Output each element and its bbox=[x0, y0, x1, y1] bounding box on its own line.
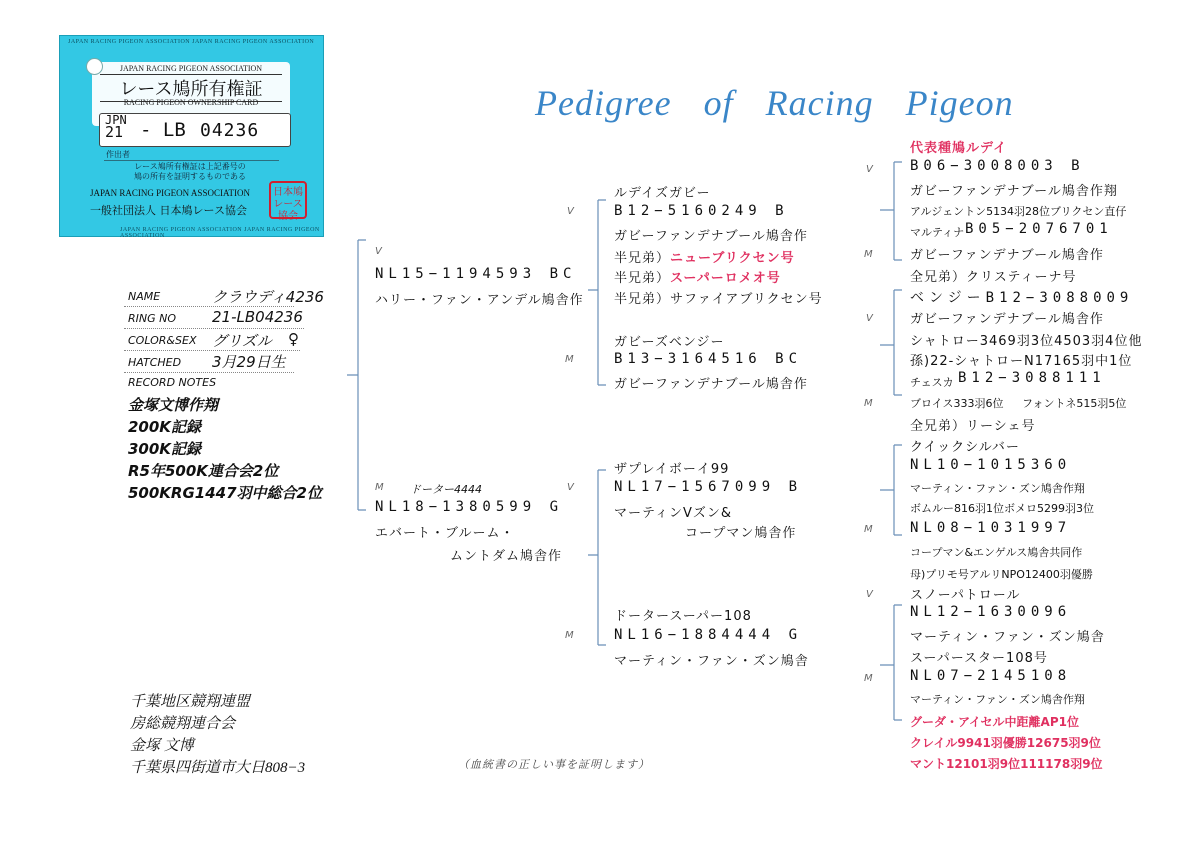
card-cert-line1: レース鳩所有権証は上記番号の bbox=[134, 162, 246, 171]
dds-note: スーパースター108号 bbox=[910, 651, 1048, 666]
card-assoc-bottom: JAPAN RACING PIGEON ASSOCIATION bbox=[90, 188, 250, 198]
dsd-note: 母)プリモ号アルリNPO12400羽優勝 bbox=[910, 568, 1093, 581]
hatched-label: HATCHED bbox=[128, 356, 182, 369]
card-edge-text-bottom: JAPAN RACING PIGEON ASSOCIATION JAPAN RACING PIGEON ASSOCIATION bbox=[120, 227, 320, 239]
footer-org-2: 房総競翔連合会 bbox=[130, 716, 236, 732]
record-line: 500KRG1447羽中総合2位 bbox=[128, 484, 322, 502]
color-label: COLOR&SEX bbox=[128, 334, 197, 347]
ds-breeder-1: マーティンVズン& bbox=[614, 506, 732, 521]
card-year: 21 bbox=[105, 123, 124, 141]
dd-name: ドータースーパー108 bbox=[614, 609, 752, 624]
footer-certify: （血統書の正しい事を証明します） bbox=[458, 758, 650, 771]
ddd-breeder: マーティン・ファン・ズン鳩舎作翔 bbox=[910, 693, 1085, 706]
card-ring-box bbox=[99, 113, 291, 147]
ring-value: 21-LB04236 bbox=[212, 308, 303, 326]
footer-address: 千葉県四街道市大日808−3 bbox=[130, 760, 306, 776]
dss-breeder: マーティン・ファン・ズン鳩舎作翔 bbox=[910, 482, 1085, 495]
ds-breeder-2: コープマン鳩舎作 bbox=[685, 526, 797, 541]
dsd-ring: NL08−1031997 bbox=[910, 520, 1072, 536]
card-jpn bbox=[105, 113, 127, 141]
color-value: グリズル bbox=[212, 332, 272, 350]
gen3-header: 代表種鳩ルデイ bbox=[910, 141, 1008, 156]
hatched-underline bbox=[124, 372, 294, 373]
ss-name: ルデイズガビー bbox=[614, 186, 711, 201]
record-label: RECORD NOTES bbox=[128, 376, 217, 389]
ssd-ring: B05−2076701 bbox=[965, 221, 1113, 237]
name-underline bbox=[124, 306, 294, 307]
ds-tag: V bbox=[567, 482, 574, 493]
sds-note-1: シャトロー3469羽3位4503羽4位他 bbox=[910, 334, 1143, 349]
dd-breeder: マーティン・ファン・ズン鳩舎 bbox=[614, 654, 809, 669]
dd-ring: NL16−1884444 G bbox=[614, 627, 803, 643]
card-corp-name: 一般社団法人 日本鳩レース協会 bbox=[90, 204, 247, 217]
dam-note: ドーター4444 bbox=[410, 483, 482, 496]
card-maker-label: 作出者 bbox=[106, 150, 130, 159]
ddd-red-2: クレイル9941羽優勝12675羽9位 bbox=[910, 736, 1101, 750]
sdd-sibling: 全兄弟）リーシェ号 bbox=[910, 419, 1036, 434]
sdd-note-1: ブロイス333羽6位 bbox=[910, 397, 1004, 410]
name-label: NAME bbox=[128, 290, 161, 303]
sss-breeder: ガビーファンデナブール鳩舎作翔 bbox=[910, 184, 1118, 199]
dsd-breeder: コープマン&エンゲルス鳩舎共同作 bbox=[910, 546, 1083, 559]
dsd-tag: M bbox=[864, 524, 873, 535]
ring-underline bbox=[124, 328, 304, 329]
footer-owner: 金塚 文博 bbox=[130, 738, 194, 754]
ss-breeder: ガビーファンデナブール鳩舎作 bbox=[614, 229, 808, 244]
sss-note: アルジェントン5134羽28位ブリクセン直仔 bbox=[910, 205, 1127, 218]
card-title-en: RACING PIGEON OWNERSHIP CARD bbox=[123, 98, 259, 107]
ddd-red-3: マント12101羽9位111178羽9位 bbox=[910, 757, 1103, 771]
page-title bbox=[535, 82, 1014, 124]
dds-ring: NL12−1630096 bbox=[910, 604, 1072, 620]
sib-label: 半兄弟） bbox=[614, 292, 671, 307]
ds-ring: NL17−1567099 B bbox=[614, 479, 803, 495]
sdd-name: チェスカ bbox=[910, 376, 954, 389]
hatched-value: 3月29日生 bbox=[212, 353, 286, 371]
sds-tag: V bbox=[866, 313, 873, 324]
sds-ring: ベンジーB12−3088009 bbox=[910, 290, 1134, 306]
ss-ring: B12−5160249 B bbox=[614, 203, 789, 219]
title-word-4: Pigeon bbox=[905, 83, 1014, 123]
sib-name: サファイアブリクセン号 bbox=[670, 292, 823, 307]
sds-note-2: 孫)22-シャトローN17165羽中1位 bbox=[910, 354, 1133, 369]
sdd-tag: M bbox=[864, 398, 873, 409]
sex-value: ♀ bbox=[288, 330, 299, 348]
record-line: 200K記録 bbox=[128, 418, 201, 436]
title-word-2: of bbox=[703, 83, 734, 123]
sss-tag: V bbox=[866, 164, 873, 175]
dam-breeder-1: エバート・ブルーム・ bbox=[375, 526, 515, 541]
sire-breeder: ハリー・ファン・アンデル鳩舎作 bbox=[375, 293, 584, 308]
dam-tag: M bbox=[375, 482, 384, 493]
card-edge-text: JAPAN RACING PIGEON ASSOCIATION JAPAN RACING PIGEON ASSOCIATION bbox=[68, 39, 315, 45]
ssd-breeder: ガビーファンデナブール鳩舎作 bbox=[910, 248, 1104, 263]
ring-label: RING NO bbox=[128, 312, 177, 325]
ss-tag: V bbox=[567, 206, 574, 217]
ssd-sibling: 全兄弟）クリスティーナ号 bbox=[910, 270, 1077, 285]
dss-ring: NL10−1015360 bbox=[910, 457, 1072, 473]
sib-name-red: スーパーロメオ号 bbox=[670, 271, 781, 286]
dss-name: クイックシルバー bbox=[910, 440, 1020, 455]
sdd-note-2: フォントネ515羽5位 bbox=[1022, 397, 1127, 410]
sib-label: 半兄弟） bbox=[614, 251, 671, 266]
ownership-card bbox=[59, 35, 324, 237]
sib-name-red: ニューブリクセン号 bbox=[670, 251, 795, 266]
dd-tag: M bbox=[565, 630, 574, 641]
sd-tag: M bbox=[565, 354, 574, 365]
card-seal: 日本鳩レース協会 bbox=[269, 181, 307, 219]
card-title-jp: レース鳩所有権証 bbox=[100, 74, 282, 102]
card-ring-number: 04236 bbox=[200, 120, 260, 141]
ss-sibling-2 bbox=[614, 267, 781, 286]
sire-ring: NL15−1194593 BC bbox=[375, 266, 577, 282]
dds-tag: V bbox=[866, 589, 873, 600]
card-maker-line bbox=[104, 160, 279, 161]
dam-ring: NL18−1380599 G bbox=[375, 499, 564, 515]
sib-label: 半兄弟） bbox=[614, 271, 671, 286]
title-word-3: Racing bbox=[765, 83, 874, 123]
ssd-tag: M bbox=[864, 249, 873, 260]
record-line: 金塚文博作翔 bbox=[128, 396, 219, 414]
sire-tag: V bbox=[375, 246, 382, 257]
card-jpn-label: JPN bbox=[105, 113, 127, 127]
footer-org-1: 千葉地区競翔連盟 bbox=[130, 694, 251, 710]
ddd-tag: M bbox=[864, 673, 873, 684]
ds-name: ザプレイボーイ99 bbox=[614, 462, 730, 477]
ssd-name: マルティナ bbox=[910, 226, 965, 239]
ss-sibling-1 bbox=[614, 247, 795, 266]
card-cert-line2: 鳩の所有を証明するものである bbox=[134, 172, 246, 181]
record-line: R5年500K連合会2位 bbox=[128, 462, 279, 480]
title-word-1: Pedigree bbox=[535, 83, 672, 123]
card-cert-text bbox=[110, 162, 270, 182]
sd-name: ガビーズベンジー bbox=[614, 335, 725, 350]
dam-breeder-2: ムントダム鳩舎作 bbox=[450, 549, 563, 564]
ddd-red-1: グーダ・アイセル中距離AP1位 bbox=[910, 715, 1079, 729]
card-assoc-top: JAPAN RACING PIGEON ASSOCIATION bbox=[119, 64, 263, 73]
sss-ring: B06−3008003 B bbox=[910, 158, 1085, 174]
sd-ring: B13−3164516 BC bbox=[614, 351, 803, 367]
sds-breeder: ガビーファンデナブール鳩舎作 bbox=[910, 312, 1104, 327]
ss-sibling-3 bbox=[614, 288, 823, 307]
dds-name: スノーパトロール bbox=[910, 588, 1021, 603]
record-line: 300K記録 bbox=[128, 440, 201, 458]
sd-breeder: ガビーファンデナブール鳩舎作 bbox=[614, 377, 808, 392]
dds-breeder: マーティン・ファン・ズン鳩舎 bbox=[910, 630, 1105, 645]
ddd-ring: NL07−2145108 bbox=[910, 668, 1072, 684]
dss-note: ボムルー816羽1位ボメロ5299羽3位 bbox=[910, 502, 1094, 515]
sdd-ring: B12−3088111 bbox=[958, 370, 1106, 386]
name-value: クラウディ4236 bbox=[212, 288, 324, 306]
card-ring-mid: - LB bbox=[140, 119, 186, 141]
